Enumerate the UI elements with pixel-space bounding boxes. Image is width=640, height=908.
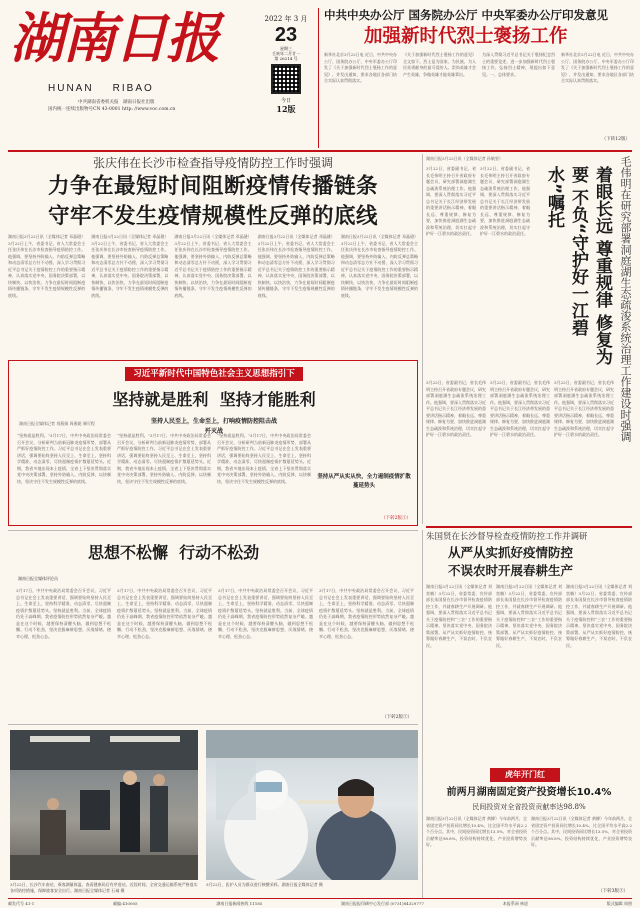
column-story-col2: 湖南日报3月22日讯（全媒体记者 刘奕楠）3月22日，省委常委、宣传部部长朱国贤在长沙市督导检查疫情防控工作，并就春耕生产开展调研。他强调，要深入贯彻落实习近平总书记关于疫情防控和“三农”工作的重要指示精神，坚决落实党中央、国务院决策部署，从严从实抓好疫情防控，统筹做好春耕生产，不误农时、不负农民。 [496, 584, 562, 648]
commentary [8, 534, 418, 722]
main-story-col3: 湖南日报3月22日讯（全媒体记者 邓晶琎）3月22日上午，省委书记、省人大常委会主任张庆伟在长沙市检查指导疫情防控工作。他强调，要坚持外防输入、内防反弹总策略和动态清零总方针不动摇，深入学习贯彻习近平总书记关于疫情防控工作的重要指示精神，认真落实党中央、国务院决策部署，以快制快、以快治快，力争在最短时间阻断疫情传播链条，守牢不发生疫情规模性反弹的底线。 [174, 234, 252, 298]
column-story [426, 530, 632, 762]
feature-more[interactable]: （下转2版①） [381, 516, 411, 521]
economy-more[interactable]: （下转3版③） [598, 889, 628, 894]
footer-zip: 邮编:410005 [112, 901, 138, 906]
footer-postal-code: 邮发代号 41-1 [8, 901, 35, 906]
masthead-pinyin: HUNAN RIBAO [48, 83, 154, 94]
feature-col1: “坚持就是胜利。”3月17日，中共中央政治局常委会召开会议，分析研判当前新冠肺炎疫情形势，部署从严抓好疫情防控工作。习近平总书记在会上发表重要讲话，强调要始终坚持人民至上、生命至上，坚持科学精准、动态清零，尽快遏制疫情扩散蔓延势头。近期，我省多地出现本土疫情，全省上下坚决贯彻落实党中央决策部署，坚持外防输入、内防反弹，以快制快，坚决守住不发生规模性反弹的底线。 [17, 433, 111, 484]
right-story-col4: 3月22日，省委副书记、省长毛伟明主持召开省政府专题会议，研究部署洞庭湖生态疏浚系统治理工作。他强调，要深入贯彻落实习近平总书记关于长江经济带发展的重要讲话指示精神，着眼长远、尊重规律、修复为要，加快推进洞庭湖生态疏浚和系统治理，切实扛起守护好一江碧水的政治责任。 [490, 380, 550, 437]
column-story-title2[interactable]: 不误农时开展春耕生产 [448, 563, 574, 578]
feature-banner [125, 367, 303, 381]
column-story-col3: 湖南日报3月22日讯（全媒体记者 刘奕楠）3月22日，省委常委、宣传部部长朱国贤在长沙市督导检查疫情防控工作，并就春耕生产开展调研。他强调，要深入贯彻落实习近平总书记关于疫情防控和“三农”工作的重要指示精神，坚决落实党中央、国务院决策部署，从严从实抓好疫情防控，统筹做好春耕生产，不误农时、不负农民。 [566, 584, 632, 648]
photo-nucleic-test-graphic [206, 730, 418, 880]
commentary-byline: 湖南日报全媒体评论员 [18, 576, 58, 581]
today-label: 今日 [280, 98, 291, 104]
feature-banner-text: 习近平新时代中国特色社会主义思想指引下 [133, 369, 295, 379]
feature-col2: “坚持就是胜利。”3月17日，中共中央政治局常委会召开会议，分析研判当前新冠肺炎疫情形势，部署从严抓好疫情防控工作。习近平总书记在会上发表重要讲话，强调要始终坚持人民至上、生命至上，坚持科学精准、动态清零，尽快遏制疫情扩散蔓延势头。近期，我省多地出现本土疫情，全省上下坚决贯彻落实党中央决策部署，坚持外防输入、内防反弹，以快制快，坚决守住不发生规模性反弹的底线。 [117, 433, 211, 484]
masthead-sub2: 国内统一连续出版物号CN 43-0001 http: //www.voc.com.cn [48, 107, 176, 112]
right-story-byline: 湖南日报3月22日讯（全媒体记者 孙敏坚） [426, 156, 503, 161]
feature-quote2: 坚持从严从实从快，全力遏制疫情扩散蔓延势头 [317, 474, 411, 489]
main-story [8, 154, 418, 354]
photo-test-caption: 3月22日，医护人员为群众进行核酸采样。湖南日报全媒体记者 摄 [206, 882, 323, 887]
economy-subtitle: 民间投资对全省投资贡献率达98.8% [472, 803, 586, 811]
commentary-col3: 3月17日，中共中央政治局常委会召开会议，习近平总书记在会上发表重要讲话，强调要始终坚持人民至上、生命至上，坚持科学精准、动态清零，尽快遏制疫情扩散蔓延势头。坚持就是胜利。当前，全球疫情仍处于高峰期，我省疫情防控形势依然复杂严峻。越是在这个时候，越要保持清醒头脑，做到思想不松懈、行动不松劲，坚决克服麻痹思想、厌战情绪、侥幸心理、松劲心态。 [218, 588, 313, 639]
main-story-title1[interactable]: 力争在最短时间阻断疫情传播链条 [47, 174, 378, 199]
right-story-vertical-kicker: 毛伟明在研究部署洞庭湖生态疏浚系统治理工作建设时强调 [619, 156, 632, 442]
column-story-col1: 湖南日报3月22日讯（全媒体记者 刘奕楠）3月22日，省委常委、宣传部部长朱国贤在长沙市督导检查疫情防控工作，并就春耕生产开展调研。他强调，要深入贯彻落实习近平总书记关于疫情防控和“三农”工作的重要指示精神，坚决落实党中央、国务院决策部署，从严从实抓好疫情防控，统筹做好春耕生产，不误农时、不负农民。 [426, 584, 492, 648]
top-story [324, 6, 634, 148]
right-story [426, 154, 632, 524]
commentary-col1: 3月17日，中共中央政治局常委会召开会议，习近平总书记在会上发表重要讲话，强调要始终坚持人民至上、生命至上，坚持科学精准、动态清零，尽快遏制疫情扩散蔓延势头。坚持就是胜利。当前，全球疫情仍处于高峰期，我省疫情防控形势依然复杂严峻。越是在这个时候，越要保持清醒头脑，做到思想不松懈、行动不松劲，坚决克服麻痹思想、厌战情绪、侥幸心理、松劲心态。 [16, 588, 111, 639]
top-story-more[interactable]: （下转12版） [601, 137, 630, 142]
main-story-col2: 湖南日报3月22日讯（全媒体记者 邓晶琎）3月22日上午，省委书记、省人大常委会主任张庆伟在长沙市检查指导疫情防控工作。他强调，要坚持外防输入、内防反弹总策略和动态清零总方针不动摇，深入学习贯彻习近平总书记关于疫情防控工作的重要指示精神，认真落实党中央、国务院决策部署，以快制快、以快治快，力争在最短时间阻断疫情传播链条，守牢不发生疫情规模性反弹的底线。 [91, 234, 169, 298]
right-story-col5: 3月22日，省委副书记、省长毛伟明主持召开省政府专题会议，研究部署洞庭湖生态疏浚系统治理工作。他强调，要深入贯彻落实习近平总书记关于长江经济带发展的重要讲话指示精神，着眼长远、尊重规律、修复为要，加快推进洞庭湖生态疏浚和系统治理，切实扛起守护好一江碧水的政治责任。 [554, 380, 614, 437]
date-lunar: 壬寅年二月廿一 [272, 51, 300, 56]
masthead-sub1: 中共湖南省委机关报 湖南日报社出版 [78, 100, 155, 105]
economy-col1: 湖南日报3月22日讯（全媒体记者 黄柳）今年前两月，全省固定资产投资同比增长10.4%，比全国平均水平高2.2个百分点。其中，民间投资同比增长13.5%，对全省投资贡献率达98.8%，投资结构持续优化，产业投资增势良好。 [426, 816, 527, 847]
column-story-title1[interactable]: 从严从实抓好疫情防控 [448, 545, 574, 560]
economy-title[interactable]: 前两月湖南固定资产投资增长10.4% [446, 787, 612, 798]
commentary-col2: 3月17日，中共中央政治局常委会召开会议，习近平总书记在会上发表重要讲话，强调要始终坚持人民至上、生命至上，坚持科学精准、动态清零，尽快遏制疫情扩散蔓延势头。坚持就是胜利。当前，全球疫情仍处于高峰期，我省疫情防控形势依然复杂严峻。越是在这个时候，越要保持清醒头脑，做到思想不松懈、行动不松劲，坚决克服麻痹思想、厌战情绪、侥幸心理、松劲心态。 [117, 588, 212, 639]
date-block [256, 14, 316, 132]
column-story-kicker: 朱国贤在长沙督导检查疫情防控工作并调研 [426, 532, 588, 542]
footer-distribution: 湖南日报报印刷中心发行部 (0731)84329777 [341, 901, 424, 906]
economy-story [426, 764, 632, 898]
qr-code [271, 64, 301, 94]
main-story-col4: 湖南日报3月22日讯（全媒体记者 邓晶琎）3月22日上午，省委书记、省人大常委会主任张庆伟在长沙市检查指导疫情防控工作。他强调，要坚持外防输入、内防反弹总策略和动态清零总方针不动摇，深入学习贯彻习近平总书记关于疫情防控工作的重要指示精神，认真落实党中央、国务院决策部署，以快制快、以快治快，力争在最短时间阻断疫情传播链条，守牢不发生疫情规模性反弹的底线。 [257, 234, 335, 298]
photo-nucleic-test [206, 730, 418, 880]
masthead-logo: 湖南日报 [10, 7, 218, 70]
commentary-more[interactable]: （下转2版②） [382, 715, 412, 720]
photo-bus-station [10, 730, 198, 880]
main-story-col5: 湖南日报3月22日讯（全媒体记者 邓晶琎）3月22日上午，省委书记、省人大常委会主任张庆伟在长沙市检查指导疫情防控工作。他强调，要坚持外防输入、内防反弹总策略和动态清零总方针不动摇，深入学习贯彻习近平总书记关于疫情防控工作的重要指示精神，认真落实党中央、国务院决策部署，以快制快、以快治快，力争在最短时间阻断疫情传播链条，守牢不发生疫情规模性反弹的底线。 [340, 234, 419, 298]
footer-layout-editor: 版式编辑 周照 [606, 901, 632, 906]
feature-subtitle: 坚持人民至上，生命至上，打响疫情防控阻击战歼灭战 [150, 418, 277, 435]
photo-bus-station-graphic [10, 730, 198, 880]
footer-hotline: 湖南日报新闻热线 11185 [216, 901, 263, 906]
page-count: 12版 [276, 104, 296, 114]
right-story-col1: 3月22日，省委副书记、省长毛伟明主持召开省政府专题会议，研究部署洞庭湖生态疏浚系统治理工作。他强调，要深入贯彻落实习近平总书记关于长江经济带发展的重要讲话指示精神，着眼长远、尊重规律、修复为要，加快推进洞庭湖生态疏浚和系统治理，切实扛起守护好一江碧水的政治责任。 [426, 166, 476, 236]
economy-col2: 湖南日报3月22日讯（全媒体记者 黄柳）今年前两月，全省固定资产投资同比增长10.4%，比全国平均水平高2.2个百分点。其中，民间投资同比增长13.5%，对全省投资贡献率达98.8%，投资结构持续优化，产业投资增势良好。 [531, 816, 632, 847]
economy-banner-text: 虎年开门红 [505, 770, 545, 779]
top-story-col3: 为深入贯彻习近平总书记关于褒扬纪念烈士的重要论述，进一步加强新时代烈士褒扬工作，弘扬烈士精神，现提出如下意见。一、总体要求。 [482, 52, 555, 77]
date-weekday: 星期三 [280, 46, 292, 51]
feature-box [8, 360, 418, 526]
top-story-col1: 新华社北京3月22日电 近日，中共中央办公厅、国务院办公厅、中央军委办公厅印发了《关于加强新时代烈士褒扬工作的意见》，并发出通知，要求各地区各部门结合实际认真贯彻落实。 [324, 52, 397, 83]
right-story-title[interactable]: 着眼长远 尊重规律 修复为要 不负“守护好一江碧水”嘱托 [544, 166, 612, 365]
top-story-kicker: 中共中央办公厅 国务院办公厅 中央军委办公厅印发意见 [324, 8, 609, 22]
feature-title[interactable]: 坚持就是胜利 坚持才能胜利 [112, 390, 316, 409]
right-story-col3: 3月22日，省委副书记、省长毛伟明主持召开省政府专题会议，研究部署洞庭湖生态疏浚系统治理工作。他强调，要深入贯彻落实习近平总书记关于长江经济带发展的重要讲话指示精神，着眼长远、尊重规律、修复为要，加快推进洞庭湖生态疏浚和系统治理，切实扛起守护好一江碧水的政治责任。 [426, 380, 486, 437]
top-story-col2: 《关于加强新时代烈士褒扬工作的意见》全文如下。烈士是为国家、为民族、为人民英勇献身的最可爱的人。崇尚英雄才会产生英雄，争做英雄才能英雄辈出。 [403, 52, 476, 77]
top-story-title[interactable]: 加强新时代烈士褒扬工作 [364, 26, 568, 47]
economy-banner [490, 768, 560, 782]
feature-byline: 湖南日报全媒体记者 刘燕娟 周燕妮 谢可程 [19, 421, 95, 426]
photo-bus-caption: 3月22日，长沙汽车南站，乘客测量体温、查看健康码后有序进站。近段时间，全省交通运输系统严格落实各项防控措施，保障旅客安全出行。湖南日报全媒体记者 石诚 摄 [10, 882, 198, 893]
main-story-kicker: 张庆伟在长沙市检查指导疫情防控工作时强调 [92, 156, 333, 170]
right-story-col2: 3月22日，省委副书记、省长毛伟明主持召开省政府专题会议，研究部署洞庭湖生态疏浚系统治理工作。他强调，要深入贯彻落实习近平总书记关于长江经济带发展的重要讲话指示精神，着眼长远、尊重规律、修复为要，加快推进洞庭湖生态疏浚和系统治理，切实扛起守护好一江碧水的政治责任。 [480, 166, 530, 236]
main-story-col1: 湖南日报3月22日讯（全媒体记者 邓晶琎）3月22日上午，省委书记、省人大常委会主任张庆伟在长沙市检查指导疫情防控工作。他强调，要坚持外防输入、内防反弹总策略和动态清零总方针不动摇，深入学习贯彻习近平总书记关于疫情防控工作的重要指示精神，认真落实党中央、国务院决策部署，以快制快、以快治快，力争在最短时间阻断疫情传播链条，守牢不发生疫情规模性反弹的底线。 [8, 234, 86, 298]
date-day: 23 [274, 24, 298, 46]
date-year-month: 2022 年 3 月 [264, 15, 308, 23]
footer [8, 900, 632, 908]
masthead [8, 6, 298, 146]
top-story-col4: 新华社北京3月22日电 近日，中共中央办公厅、国务院办公厅、中央军委办公厅印发了《关于加强新时代烈士褒扬工作的意见》，并发出通知，要求各地区各部门结合实际认真贯彻落实。 [561, 52, 634, 83]
main-story-title2[interactable]: 守牢不发生疫情规模性反弹的底线 [47, 204, 378, 229]
feature-col3: “坚持就是胜利。”3月17日，中共中央政治局常委会召开会议，分析研判当前新冠肺炎疫情形势，部署从严抓好疫情防控工作。习近平总书记在会上发表重要讲话，强调要始终坚持人民至上、生命至上，坚持科学精准、动态清零，尽快遏制疫情扩散蔓延势头。近期，我省多地出现本土疫情，全省上下坚决贯彻落实党中央决策部署，坚持外防输入、内防反弹，以快制快，坚决守住不发生规模性反弹的底线。 [217, 433, 311, 484]
commentary-col4: 3月17日，中共中央政治局常委会召开会议，习近平总书记在会上发表重要讲话，强调要始终坚持人民至上、生命至上，坚持科学精准、动态清零，尽快遏制疫情扩散蔓延势头。坚持就是胜利。当前，全球疫情仍处于高峰期，我省疫情防控形势依然复杂严峻。越是在这个时候，越要保持清醒头脑，做到思想不松懈、行动不松劲，坚决克服麻痹思想、厌战情绪、侥幸心理、松劲心态。 [319, 588, 414, 639]
commentary-title[interactable]: 思想不松懈 行动不松劲 [88, 543, 260, 562]
issue-number: 第 26214 号 [274, 56, 298, 61]
footer-editor: 本报系网 林迎 [502, 901, 528, 906]
